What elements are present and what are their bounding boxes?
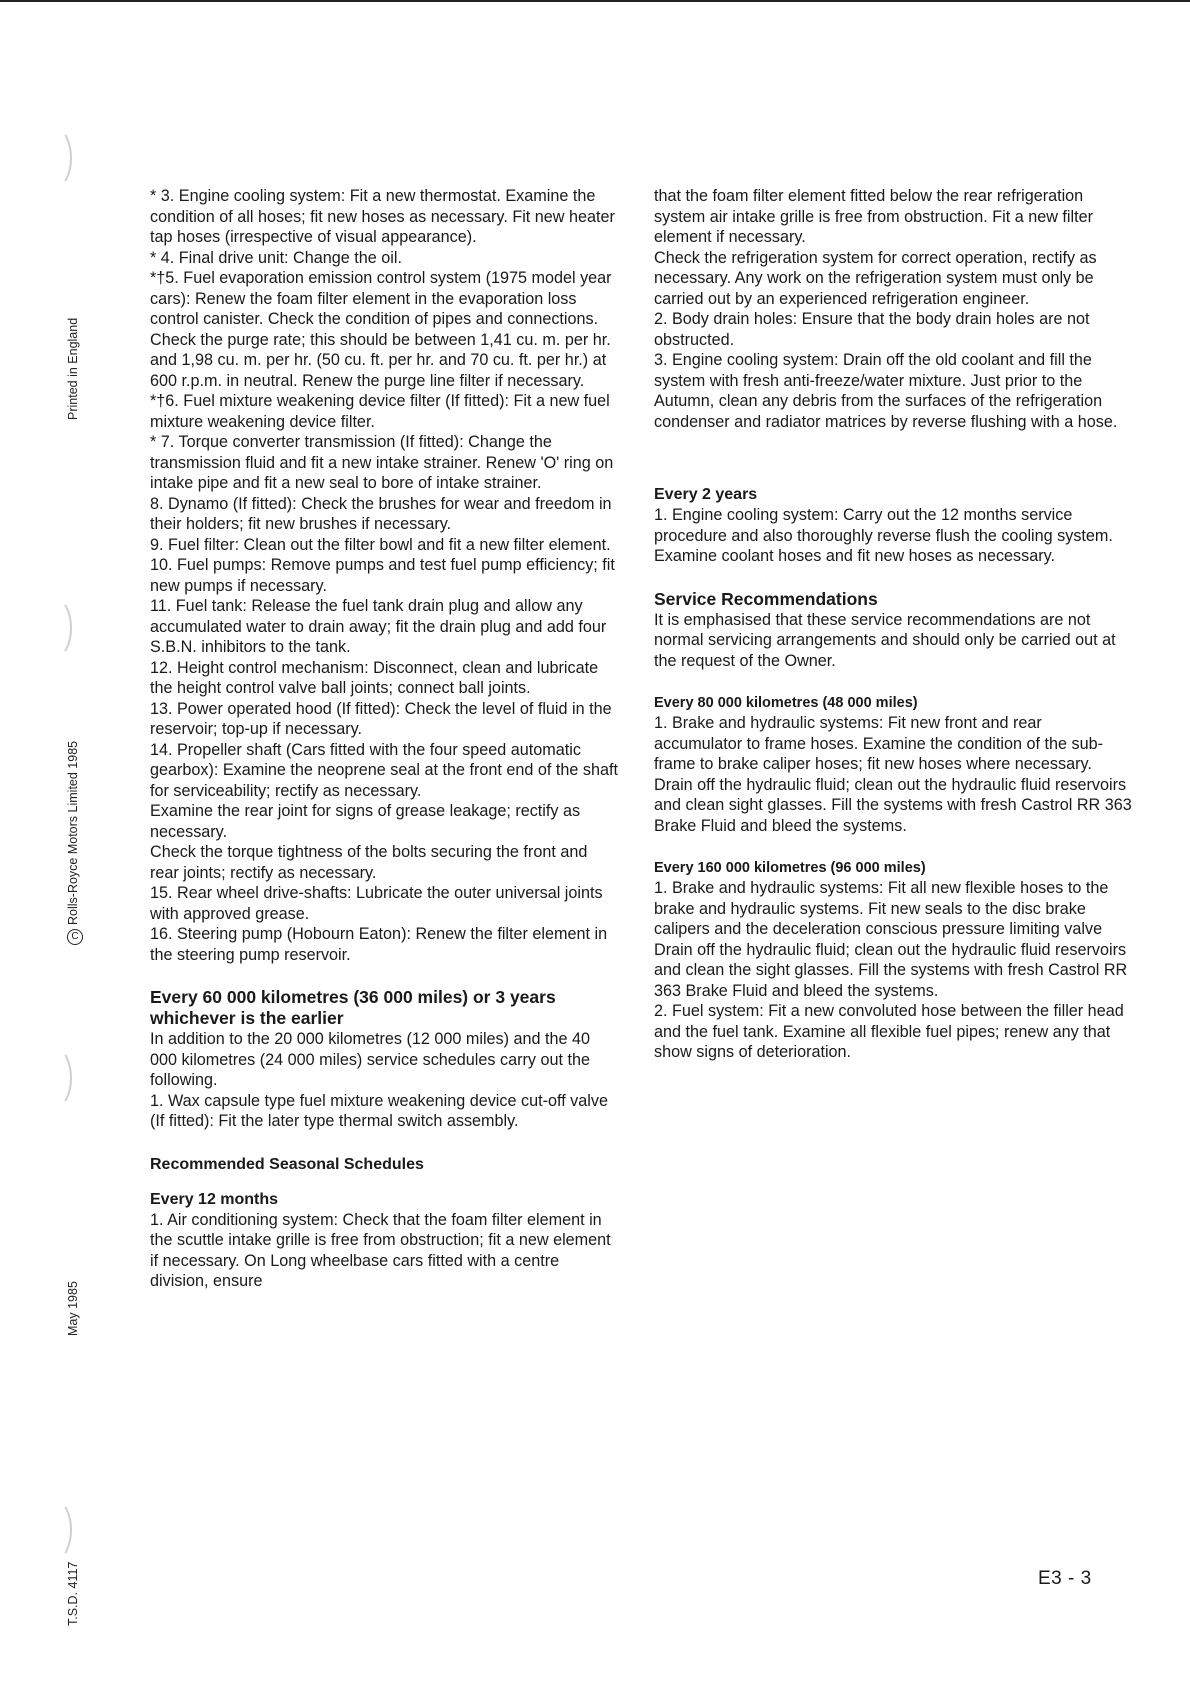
paragraph: * 3. Engine cooling system: Fit a new thermostat. Examine the condition of all hoses; fit new hoses as necessary. Fit new heater tap hoses (irrespective of visual appearance).	[150, 187, 615, 246]
margin-date: May 1985	[66, 1281, 80, 1336]
section-heading-60000: Every 60 000 kilometres (36 000 miles) or 3 years whichever is the earlier	[150, 987, 556, 1028]
paragraph: *†6. Fuel mixture weakening device filter (If fitted): Fit a new fuel mixture weakening device filter.	[150, 392, 610, 431]
paragraph: 13. Power operated hood (If fitted): Check the level of fluid in the reservoir; top-up if necessary.	[150, 699, 612, 738]
paragraph: * 7. Torque converter transmission (If fitted): Change the transmission fluid and fit a new intake strainer. Renew 'O' ring on intake pipe and fit a new seal to bore of intake strainer.	[150, 433, 614, 492]
paragraph: 8. Dynamo (If fitted): Check the brushes for wear and freedom in their holders; fit new brushes if necessary.	[150, 494, 612, 533]
paragraph: 1. Engine cooling system: Carry out the 12 months service procedure and also thoroughly reverse flush the cooling system. Examine coolant hoses and fit new hoses as necessary.	[654, 506, 1113, 565]
left-column	[150, 186, 620, 1292]
paragraph: 2. Fuel system: Fit a new convoluted hose between the filler head and the fuel tank. Examine all flexible fuel pipes; renew any that show signs of deterioration.	[654, 1002, 1124, 1061]
paragraph: *†5. Fuel evaporation emission control system (1975 model year cars): Renew the foam filter element in the evaporation loss control canister. Check the condition of pipes and connections. Check the purge rate; this should be between 1,41 cu. m. per hr. and 1,98 cu. m. per hr. (50 cu. ft. per hr. and 70 cu. ft. per hr.) at 600 r.p.m. in neutral. Renew the purge line filter if necessary.	[150, 269, 612, 390]
paragraph: 10. Fuel pumps: Remove pumps and test fuel pump efficiency; fit new pumps if necessary.	[150, 556, 615, 595]
top-border	[0, 0, 1190, 2]
paragraph: 16. Steering pump (Hobourn Eaton): Renew the filter element in the steering pump reservoir.	[150, 925, 608, 964]
paragraph: * 4. Final drive unit: Change the oil.	[150, 248, 402, 267]
punch-hole-mark	[40, 128, 72, 188]
paragraph: In addition to the 20 000 kilometres (12 000 miles) and the 40 000 kilometres (24 000 miles) service schedules carry out the following.	[150, 1030, 591, 1089]
subheading-2-years: Every 2 years	[654, 486, 758, 503]
punch-hole-mark	[40, 598, 72, 658]
section-heading-service: Service Recommendations	[654, 588, 878, 609]
paragraph: 15. Rear wheel drive-shafts: Lubricate the outer universal joints with approved grease.	[150, 884, 603, 923]
subheading-160000: Every 160 000 kilometres (96 000 miles)	[654, 860, 926, 876]
paragraph: 2. Body drain holes: Ensure that the body drain holes are not obstructed.	[654, 310, 1090, 349]
paragraph: 3. Engine cooling system: Drain off the old coolant and fill the system with fresh anti-freeze/water mixture. Just prior to the Autumn, clean any debris from the surfaces of the refrigeration condenser and radiator matrices by reverse flushing with a hose.	[654, 351, 1118, 431]
paragraph: 11. Fuel tank: Release the fuel tank drain plug and allow any accumulated water to drain away; fit the drain plug and add four S.B.N. inhibitors to the tank.	[150, 597, 607, 656]
paragraph: 1. Wax capsule type fuel mixture weakening device cut-off valve (If fitted): Fit the later type thermal switch assembly.	[150, 1091, 608, 1130]
paragraph: 12. Height control mechanism: Disconnect, clean and lubricate the height control valve ball joints; connect ball joints.	[150, 658, 599, 697]
margin-copyright	[66, 741, 83, 945]
section-heading-seasonal: Recommended Seasonal Schedules	[150, 1155, 424, 1173]
right-column	[654, 186, 1134, 1063]
margin-copyright-text: Rolls-Royce Motors Limited 1985	[66, 740, 80, 925]
subheading-80000: Every 80 000 kilometres (48 000 miles)	[654, 695, 918, 711]
paragraph: 1. Brake and hydraulic systems: Fit all new flexible hoses to the brake and hydraulic systems. Fit new seals to the disc brake calipers and the deceleration conscious pressure limiting valve Drain off the hydraulic fluid; clean out the hydraulic fluid reservoirs and clean the sight glasses. Fill the systems with fresh Castrol RR 363 Brake Fluid and bleed the systems.	[654, 879, 1128, 1000]
paragraph: Examine the rear joint for signs of grease leakage; rectify as necessary.	[150, 802, 581, 841]
paragraph: that the foam filter element fitted below the rear refrigeration system air intake grille is free from obstruction. Fit a new filter element if necessary.	[654, 187, 1094, 246]
paragraph: 9. Fuel filter: Clean out the filter bowl and fit a new filter element.	[150, 535, 611, 554]
margin-printed-in: Printed in England	[66, 317, 80, 420]
paragraph: Check the refrigeration system for correct operation, rectify as necessary. Any work on the refrigeration system must only be carried out by an experienced refrigeration engineer.	[654, 248, 1097, 308]
copyright-icon: C	[67, 929, 83, 945]
paragraph: Check the torque tightness of the bolts securing the front and rear joints; rectify as necessary.	[150, 843, 588, 882]
paragraph: 14. Propeller shaft (Cars fitted with the four speed automatic gearbox): Examine the neoprene seal at the front end of the shaft for serviceability; rectify as necessary.	[150, 740, 618, 800]
margin-tsd-number: T.S.D. 4117	[66, 1561, 80, 1626]
paragraph: 1. Air conditioning system: Check that the foam filter element in the scuttle intake grille is free from obstruction; fit a new element if necessary. On Long wheelbase cars fitted with a centre division, ensure	[150, 1210, 611, 1290]
punch-hole-mark	[40, 1048, 72, 1108]
paragraph: 1. Brake and hydraulic systems: Fit new front and rear accumulator to frame hoses. Examine the condition of the sub-frame to brake caliper hoses; fit new hoses where necessary. Drain off the hydraulic fluid; clean out the hydraulic fluid reservoirs and clean sight glasses. Fill the systems with fresh Castrol RR 363 Brake Fluid and bleed the systems.	[654, 714, 1132, 835]
punch-hole-mark	[40, 1500, 72, 1560]
subheading-12-months: Every 12 months	[150, 1190, 279, 1208]
paragraph: It is emphasised that these service recommendations are not normal servicing arrangements and should only be carried out at the request of the Owner.	[654, 610, 1116, 670]
page-number: E3 - 3	[1038, 1568, 1092, 1589]
